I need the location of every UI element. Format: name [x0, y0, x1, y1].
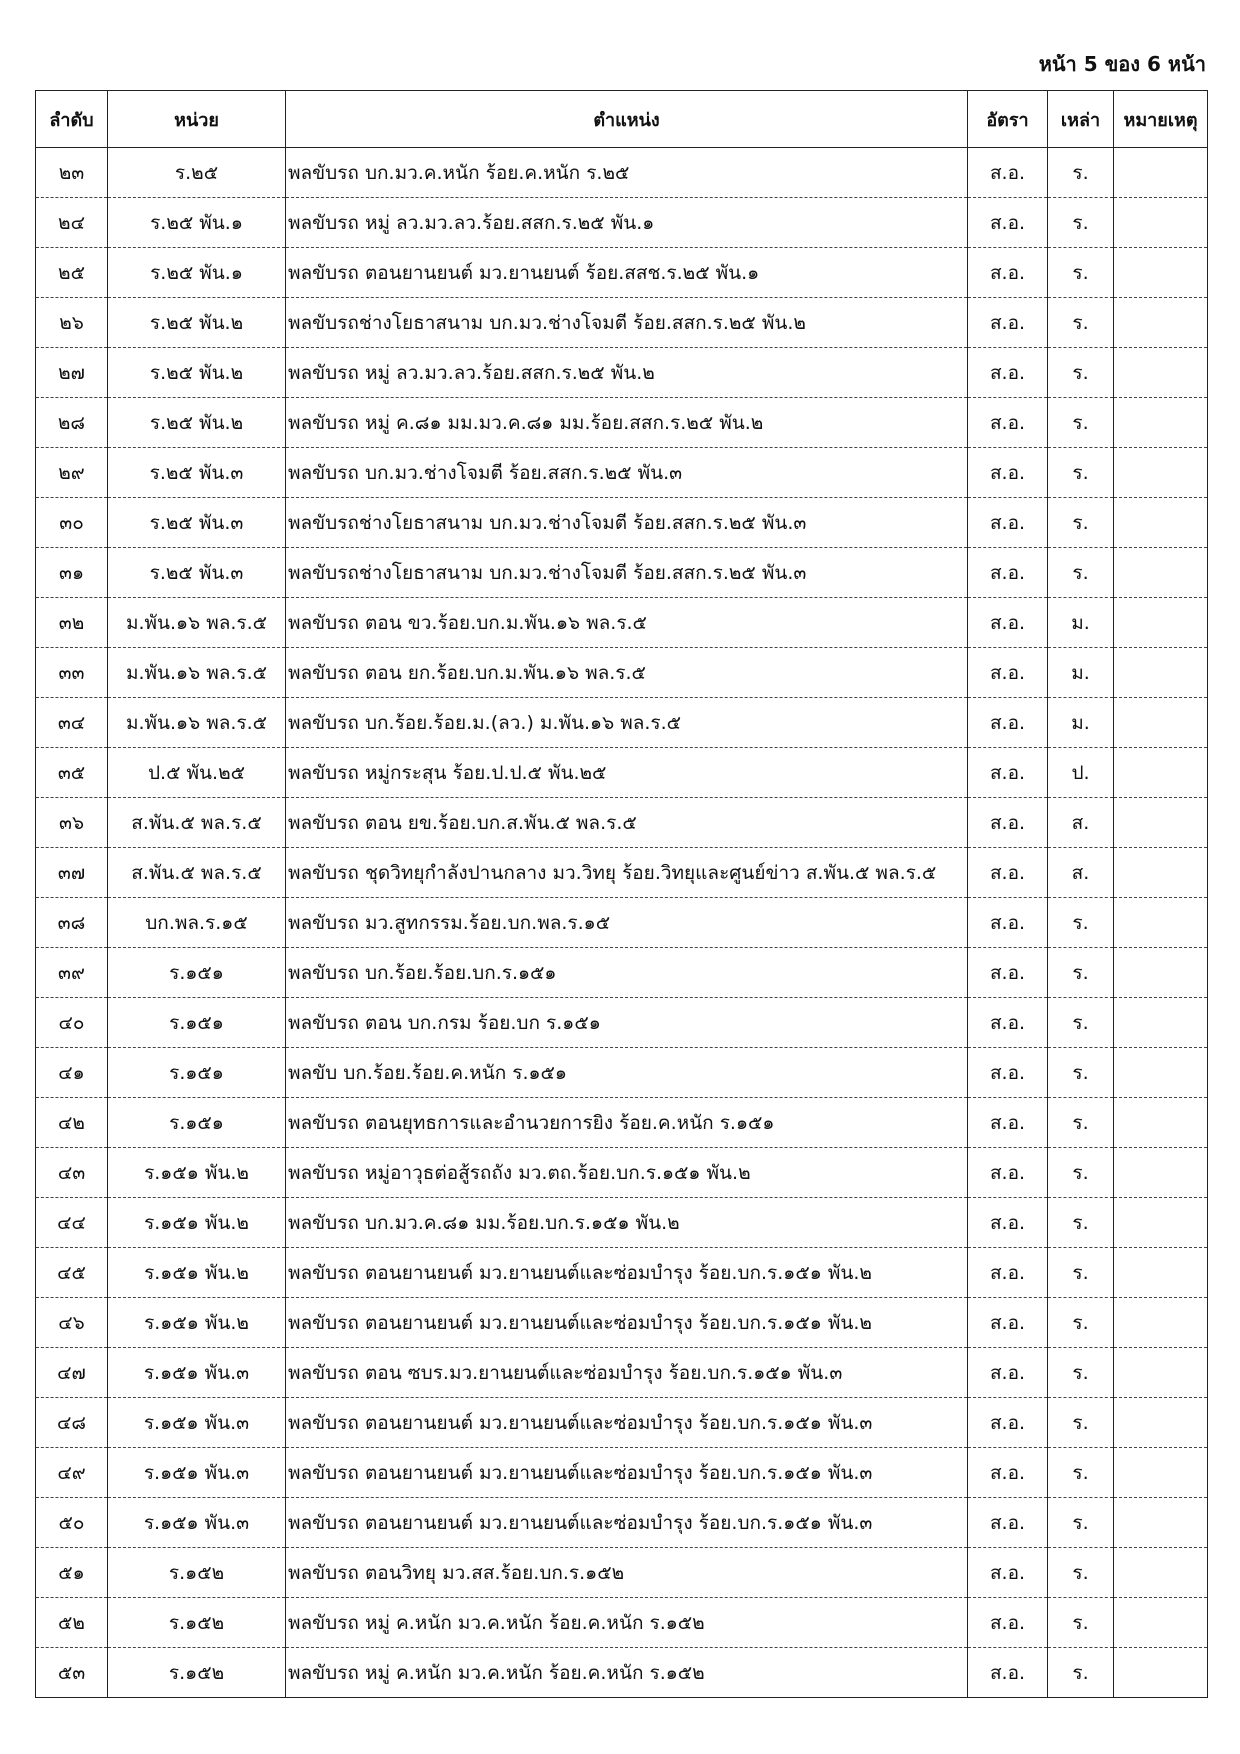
cell-branch: ร.	[1048, 998, 1114, 1048]
cell-position: พลขับรถช่างโยธาสนาม บก.มว.ช่างโจมตี ร้อย.สสก.ร.๒๕ พัน.๓	[286, 498, 968, 548]
header-remark: หมายเหตุ	[1114, 91, 1208, 148]
cell-position: พลขับรถ ตอนยานยนต์ มว.ยานยนต์และซ่อมบำรุง ร้อย.บก.ร.๑๕๑ พัน.๓	[286, 1498, 968, 1548]
cell-remark	[1114, 148, 1208, 198]
cell-branch: ร.	[1048, 1298, 1114, 1348]
cell-order: ๓๒	[36, 598, 108, 648]
table-row	[36, 298, 1208, 348]
cell-rate: ส.อ.	[968, 398, 1048, 448]
cell-position: พลขับรถ ตอน ซบร.มว.ยานยนต์และซ่อมบำรุง ร้อย.บก.ร.๑๕๑ พัน.๓	[286, 1348, 968, 1398]
cell-rate: ส.อ.	[968, 1198, 1048, 1248]
cell-rate: ส.อ.	[968, 898, 1048, 948]
table-row	[36, 1398, 1208, 1448]
cell-remark	[1114, 1098, 1208, 1148]
cell-unit: ม.พัน.๑๖ พล.ร.๕	[108, 648, 286, 698]
cell-remark	[1114, 698, 1208, 748]
cell-rate: ส.อ.	[968, 1298, 1048, 1348]
table-row	[36, 648, 1208, 698]
cell-unit: ร.๑๕๑ พัน.๒	[108, 1198, 286, 1248]
cell-order: ๔๒	[36, 1098, 108, 1148]
cell-position: พลขับรถ ตอนยานยนต์ มว.ยานยนต์ ร้อย.สสช.ร.๒๕ พัน.๑	[286, 248, 968, 298]
cell-remark	[1114, 1348, 1208, 1398]
cell-order: ๕๒	[36, 1598, 108, 1648]
cell-branch: ร.	[1048, 348, 1114, 398]
cell-position: พลขับรถ ตอนยุทธการและอำนวยการยิง ร้อย.ค.หนัก ร.๑๕๑	[286, 1098, 968, 1148]
cell-branch: ร.	[1048, 1098, 1114, 1148]
cell-rate: ส.อ.	[968, 548, 1048, 598]
cell-unit: ร.๑๕๑	[108, 948, 286, 998]
cell-position: พลขับรถ หมู่ ค.หนัก มว.ค.หนัก ร้อย.ค.หนัก ร.๑๕๒	[286, 1598, 968, 1648]
cell-order: ๒๔	[36, 198, 108, 248]
cell-unit: ร.๑๕๑	[108, 1098, 286, 1148]
cell-position: พลขับรถ หมู่กระสุน ร้อย.ป.ป.๕ พัน.๒๕	[286, 748, 968, 798]
cell-order: ๓๘	[36, 898, 108, 948]
cell-position: พลขับรถ หมู่ ลว.มว.ลว.ร้อย.สสก.ร.๒๕ พัน.๑	[286, 198, 968, 248]
cell-remark	[1114, 398, 1208, 448]
table-row	[36, 1448, 1208, 1498]
cell-rate: ส.อ.	[968, 198, 1048, 248]
cell-rate: ส.อ.	[968, 248, 1048, 298]
cell-remark	[1114, 798, 1208, 848]
cell-branch: ม.	[1048, 598, 1114, 648]
cell-remark	[1114, 548, 1208, 598]
table-row	[36, 1198, 1208, 1248]
cell-order: ๓๑	[36, 548, 108, 598]
cell-rate: ส.อ.	[968, 748, 1048, 798]
table-row	[36, 398, 1208, 448]
cell-order: ๔๖	[36, 1298, 108, 1348]
cell-unit: ส.พัน.๕ พล.ร.๕	[108, 848, 286, 898]
cell-rate: ส.อ.	[968, 998, 1048, 1048]
cell-unit: ร.๑๕๑ พัน.๒	[108, 1298, 286, 1348]
cell-position: พลขับรถ บก.ร้อย.ร้อย.ม.(ลว.) ม.พัน.๑๖ พล.ร.๕	[286, 698, 968, 748]
table-row	[36, 148, 1208, 198]
cell-unit: ร.๑๕๑ พัน.๓	[108, 1498, 286, 1548]
cell-order: ๓๙	[36, 948, 108, 998]
cell-remark	[1114, 348, 1208, 398]
cell-branch: ร.	[1048, 198, 1114, 248]
cell-order: ๓๓	[36, 648, 108, 698]
cell-unit: ม.พัน.๑๖ พล.ร.๕	[108, 598, 286, 648]
cell-rate: ส.อ.	[968, 298, 1048, 348]
cell-branch: ร.	[1048, 1548, 1114, 1598]
cell-rate: ส.อ.	[968, 1248, 1048, 1298]
cell-remark	[1114, 1548, 1208, 1598]
cell-remark	[1114, 648, 1208, 698]
cell-unit: ร.๑๕๑	[108, 1048, 286, 1098]
cell-branch: ม.	[1048, 698, 1114, 748]
cell-rate: ส.อ.	[968, 498, 1048, 548]
cell-unit: ร.๑๕๑ พัน.๓	[108, 1398, 286, 1448]
cell-order: ๒๙	[36, 448, 108, 498]
table-row	[36, 1498, 1208, 1548]
cell-order: ๔๔	[36, 1198, 108, 1248]
cell-position: พลขับรถ ตอน ขว.ร้อย.บก.ม.พัน.๑๖ พล.ร.๕	[286, 598, 968, 648]
cell-rate: ส.อ.	[968, 1598, 1048, 1648]
cell-branch: ร.	[1048, 898, 1114, 948]
cell-order: ๒๗	[36, 348, 108, 398]
header-unit: หน่วย	[108, 91, 286, 148]
cell-order: ๕๑	[36, 1548, 108, 1598]
table-row	[36, 948, 1208, 998]
cell-branch: ร.	[1048, 1398, 1114, 1448]
table-row	[36, 598, 1208, 648]
cell-position: พลขับรถช่างโยธาสนาม บก.มว.ช่างโจมตี ร้อย.สสก.ร.๒๕ พัน.๒	[286, 298, 968, 348]
table-row	[36, 1098, 1208, 1148]
cell-branch: ร.	[1048, 298, 1114, 348]
cell-unit: ร.๑๕๒	[108, 1648, 286, 1698]
cell-branch: ร.	[1048, 398, 1114, 448]
header-order: ลำดับ	[36, 91, 108, 148]
cell-branch: ร.	[1048, 1498, 1114, 1548]
cell-position: พลขับรถ ตอน ยก.ร้อย.บก.ม.พัน.๑๖ พล.ร.๕	[286, 648, 968, 698]
cell-order: ๕๐	[36, 1498, 108, 1548]
cell-remark	[1114, 1498, 1208, 1548]
cell-rate: ส.อ.	[968, 948, 1048, 998]
cell-branch: ร.	[1048, 1248, 1114, 1298]
cell-order: ๔๘	[36, 1398, 108, 1448]
cell-unit: ร.๒๕	[108, 148, 286, 198]
cell-rate: ส.อ.	[968, 1098, 1048, 1148]
cell-position: พลขับรถ มว.สูทกรรม.ร้อย.บก.พล.ร.๑๕	[286, 898, 968, 948]
cell-order: ๕๓	[36, 1648, 108, 1698]
cell-remark	[1114, 1598, 1208, 1648]
table-row	[36, 1048, 1208, 1098]
cell-order: ๓๔	[36, 698, 108, 748]
table-row	[36, 548, 1208, 598]
cell-branch: ร.	[1048, 1348, 1114, 1398]
cell-order: ๔๗	[36, 1348, 108, 1398]
cell-remark	[1114, 1048, 1208, 1098]
cell-branch: ร.	[1048, 1448, 1114, 1498]
cell-rate: ส.อ.	[968, 1348, 1048, 1398]
cell-branch: ร.	[1048, 1598, 1114, 1648]
cell-remark	[1114, 848, 1208, 898]
table-row	[36, 198, 1208, 248]
cell-order: ๔๓	[36, 1148, 108, 1198]
table-header-row	[36, 91, 1208, 148]
cell-unit: ร.๑๕๑ พัน.๓	[108, 1348, 286, 1398]
cell-remark	[1114, 1248, 1208, 1298]
table-row	[36, 498, 1208, 548]
cell-remark	[1114, 998, 1208, 1048]
cell-unit: ร.๑๕๑ พัน.๒	[108, 1248, 286, 1298]
cell-position: พลขับรถ หมู่ ค.หนัก มว.ค.หนัก ร้อย.ค.หนัก ร.๑๕๒	[286, 1648, 968, 1698]
cell-remark	[1114, 498, 1208, 548]
cell-unit: ร.๒๕ พัน.๒	[108, 348, 286, 398]
cell-branch: ส.	[1048, 798, 1114, 848]
cell-branch: ม.	[1048, 648, 1114, 698]
cell-position: พลขับรถ บก.มว.ค.หนัก ร้อย.ค.หนัก ร.๒๕	[286, 148, 968, 198]
cell-rate: ส.อ.	[968, 1548, 1048, 1598]
cell-position: พลขับรถ ตอนวิทยุ มว.สส.ร้อย.บก.ร.๑๕๒	[286, 1548, 968, 1598]
cell-branch: ร.	[1048, 148, 1114, 198]
header-branch: เหล่า	[1048, 91, 1114, 148]
cell-branch: ร.	[1048, 498, 1114, 548]
cell-rate: ส.อ.	[968, 648, 1048, 698]
cell-position: พลขับรถ ชุดวิทยุกำลังปานกลาง มว.วิทยุ ร้อย.วิทยุและศูนย์ข่าว ส.พัน.๕ พล.ร.๕	[286, 848, 968, 898]
cell-order: ๔๙	[36, 1448, 108, 1498]
cell-unit: ร.๒๕ พัน.๑	[108, 248, 286, 298]
cell-unit: ร.๑๕๑ พัน.๒	[108, 1148, 286, 1198]
table-row	[36, 898, 1208, 948]
cell-order: ๒๓	[36, 148, 108, 198]
cell-unit: ป.๕ พัน.๒๕	[108, 748, 286, 798]
cell-position: พลขับรถ หมู่ ค.๘๑ มม.มว.ค.๘๑ มม.ร้อย.สสก.ร.๒๕ พัน.๒	[286, 398, 968, 448]
cell-unit: ร.๒๕ พัน.๑	[108, 198, 286, 248]
cell-rate: ส.อ.	[968, 1048, 1048, 1098]
cell-unit: ส.พัน.๕ พล.ร.๕	[108, 798, 286, 848]
cell-position: พลขับรถ หมู่ ลว.มว.ลว.ร้อย.สสก.ร.๒๕ พัน.๒	[286, 348, 968, 398]
cell-unit: ร.๑๕๒	[108, 1548, 286, 1598]
cell-rate: ส.อ.	[968, 598, 1048, 648]
table-row	[36, 1148, 1208, 1198]
table-row	[36, 1548, 1208, 1598]
cell-rate: ส.อ.	[968, 1148, 1048, 1198]
cell-remark	[1114, 1448, 1208, 1498]
cell-unit: ร.๑๕๑	[108, 998, 286, 1048]
cell-order: ๒๘	[36, 398, 108, 448]
header-position: ตำแหน่ง	[286, 91, 968, 148]
cell-rate: ส.อ.	[968, 1648, 1048, 1698]
cell-unit: ร.๒๕ พัน.๓	[108, 498, 286, 548]
header-rate: อัตรา	[968, 91, 1048, 148]
cell-unit: ร.๒๕ พัน.๒	[108, 298, 286, 348]
cell-branch: ร.	[1048, 1048, 1114, 1098]
table-row	[36, 1298, 1208, 1348]
cell-position: พลขับรถ หมู่อาวุธต่อสู้รถถัง มว.ตถ.ร้อย.บก.ร.๑๕๑ พัน.๒	[286, 1148, 968, 1198]
cell-rate: ส.อ.	[968, 148, 1048, 198]
cell-remark	[1114, 598, 1208, 648]
table-row	[36, 1648, 1208, 1698]
cell-position: พลขับรถช่างโยธาสนาม บก.มว.ช่างโจมตี ร้อย.สสก.ร.๒๕ พัน.๓	[286, 548, 968, 598]
cell-remark	[1114, 198, 1208, 248]
cell-position: พลขับรถ ตอนยานยนต์ มว.ยานยนต์และซ่อมบำรุง ร้อย.บก.ร.๑๕๑ พัน.๒	[286, 1298, 968, 1348]
cell-branch: ร.	[1048, 1648, 1114, 1698]
cell-rate: ส.อ.	[968, 348, 1048, 398]
cell-rate: ส.อ.	[968, 698, 1048, 748]
cell-position: พลขับรถ บก.มว.ช่างโจมตี ร้อย.สสก.ร.๒๕ พัน.๓	[286, 448, 968, 498]
table-row	[36, 448, 1208, 498]
cell-branch: ร.	[1048, 548, 1114, 598]
cell-unit: ร.๒๕ พัน.๓	[108, 448, 286, 498]
table-row	[36, 998, 1208, 1048]
cell-branch: ป.	[1048, 748, 1114, 798]
cell-unit: ร.๒๕ พัน.๓	[108, 548, 286, 598]
cell-rate: ส.อ.	[968, 848, 1048, 898]
cell-position: พลขับรถ ตอนยานยนต์ มว.ยานยนต์และซ่อมบำรุง ร้อย.บก.ร.๑๕๑ พัน.๓	[286, 1398, 968, 1448]
table-row	[36, 248, 1208, 298]
cell-order: ๓๕	[36, 748, 108, 798]
cell-rate: ส.อ.	[968, 1498, 1048, 1548]
position-table	[35, 90, 1208, 1698]
cell-branch: ร.	[1048, 1198, 1114, 1248]
cell-order: ๒๕	[36, 248, 108, 298]
cell-rate: ส.อ.	[968, 1448, 1048, 1498]
cell-order: ๓๖	[36, 798, 108, 848]
cell-remark	[1114, 1648, 1208, 1698]
table-row	[36, 748, 1208, 798]
cell-position: พลขับรถ ตอน ยข.ร้อย.บก.ส.พัน.๕ พล.ร.๕	[286, 798, 968, 848]
cell-rate: ส.อ.	[968, 1398, 1048, 1448]
table-row	[36, 1248, 1208, 1298]
cell-order: ๒๖	[36, 298, 108, 348]
cell-unit: ร.๑๕๒	[108, 1598, 286, 1648]
cell-branch: ร.	[1048, 248, 1114, 298]
cell-remark	[1114, 448, 1208, 498]
cell-remark	[1114, 248, 1208, 298]
page-number: หน้า 5 ของ 6 หน้า	[1038, 52, 1206, 76]
cell-order: ๔๕	[36, 1248, 108, 1298]
cell-branch: ร.	[1048, 448, 1114, 498]
table-row	[36, 798, 1208, 848]
table-row	[36, 1598, 1208, 1648]
cell-position: พลขับรถ บก.มว.ค.๘๑ มม.ร้อย.บก.ร.๑๕๑ พัน.๒	[286, 1198, 968, 1248]
table-row	[36, 348, 1208, 398]
cell-remark	[1114, 748, 1208, 798]
cell-branch: ส.	[1048, 848, 1114, 898]
table-row	[36, 848, 1208, 898]
table-row	[36, 698, 1208, 748]
cell-remark	[1114, 1398, 1208, 1448]
cell-remark	[1114, 1298, 1208, 1348]
cell-unit: บก.พล.ร.๑๕	[108, 898, 286, 948]
cell-remark	[1114, 948, 1208, 998]
cell-rate: ส.อ.	[968, 448, 1048, 498]
cell-unit: ม.พัน.๑๖ พล.ร.๕	[108, 698, 286, 748]
cell-unit: ร.๒๕ พัน.๒	[108, 398, 286, 448]
cell-remark	[1114, 1198, 1208, 1248]
cell-branch: ร.	[1048, 1148, 1114, 1198]
cell-remark	[1114, 898, 1208, 948]
cell-order: ๓๗	[36, 848, 108, 898]
cell-unit: ร.๑๕๑ พัน.๓	[108, 1448, 286, 1498]
cell-rate: ส.อ.	[968, 798, 1048, 848]
cell-position: พลขับรถ ตอน บก.กรม ร้อย.บก ร.๑๕๑	[286, 998, 968, 1048]
cell-order: ๔๑	[36, 1048, 108, 1098]
cell-position: พลขับรถ ตอนยานยนต์ มว.ยานยนต์และซ่อมบำรุง ร้อย.บก.ร.๑๕๑ พัน.๒	[286, 1248, 968, 1298]
cell-position: พลขับรถ ตอนยานยนต์ มว.ยานยนต์และซ่อมบำรุง ร้อย.บก.ร.๑๕๑ พัน.๓	[286, 1448, 968, 1498]
cell-remark	[1114, 298, 1208, 348]
cell-position: พลขับ บก.ร้อย.ร้อย.ค.หนัก ร.๑๕๑	[286, 1048, 968, 1098]
cell-order: ๓๐	[36, 498, 108, 548]
table-row	[36, 1348, 1208, 1398]
cell-branch: ร.	[1048, 948, 1114, 998]
table-body	[36, 148, 1208, 1698]
cell-remark	[1114, 1148, 1208, 1198]
cell-order: ๔๐	[36, 998, 108, 1048]
cell-position: พลขับรถ บก.ร้อย.ร้อย.บก.ร.๑๕๑	[286, 948, 968, 998]
